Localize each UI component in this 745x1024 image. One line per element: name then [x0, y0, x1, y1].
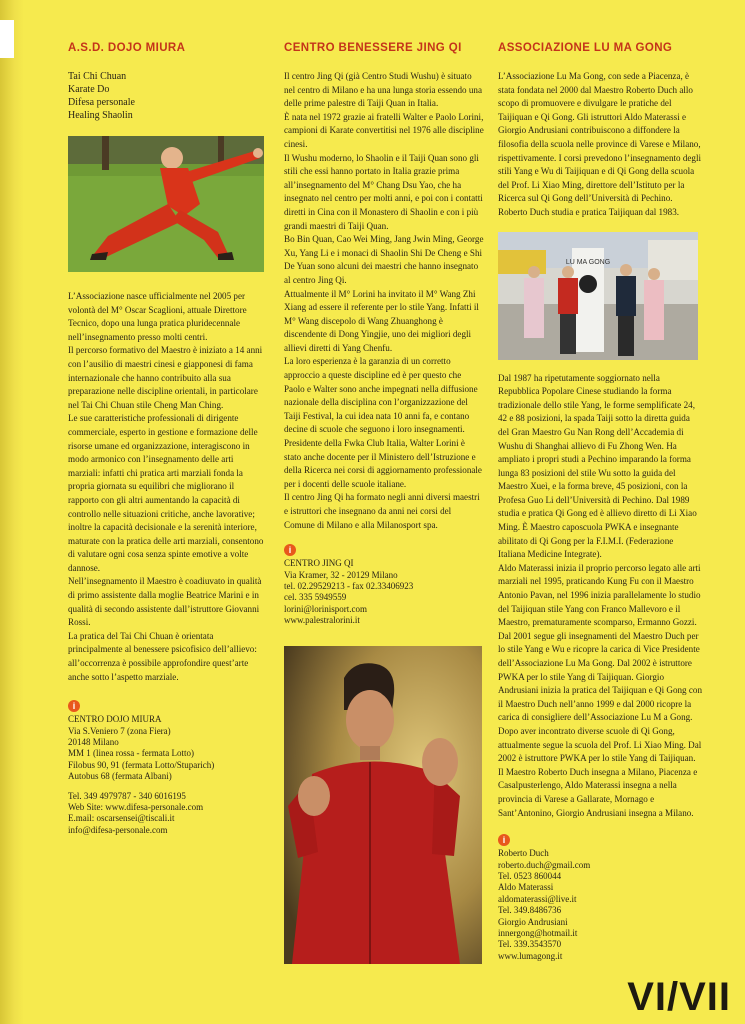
paragraph: Il Wushu moderno, lo Shaolin e il Taiji Quan sono gli stili che essi hanno portato in Italia grazie prima all’insegnamento del M° Chang Dsu Yao, che ha insegnato nel centro per molti anni, e poi con i contatti diretti in Cina con il Monastero di Shaolin e con i più grandi maestri di Taiji Quan. — [284, 152, 483, 231]
contact-line: tel. 02.29529213 - fax 02.33406923 — [284, 581, 414, 591]
contact-line: Via Kramer, 32 - 20129 Milano — [284, 569, 398, 580]
contact-line: Tel. 339.3543570 — [498, 939, 562, 950]
photo-group-four-masters — [498, 232, 698, 360]
column-lu-ma-gong — [498, 42, 702, 962]
contact-line: Giorgio Andrusiani — [498, 916, 568, 927]
contact-block-lu-ma-gong — [498, 848, 702, 962]
paragraph: È nata nel 1972 grazie ai fratelli Walter e Paolo Lorini, campioni di Karate convertitisi nel 1976 alle discipline cinesi. — [284, 111, 484, 149]
contact-line: Roberto Duch — [498, 848, 549, 859]
contact-line: Via S.Veniero 7 (zona Fiera) — [68, 725, 171, 736]
spacer — [68, 783, 264, 791]
contact-line: 20148 Milano — [68, 737, 119, 748]
paragraph: Il centro Jing Qi ha formato negli anni diversi maestri e istruttori che insegnano da anni nei corsi del Comune di Milano e alla Milanosport spa. — [284, 492, 480, 530]
contact-line: E.mail: oscarsensei@tiscali.it — [68, 813, 175, 824]
section-title-dojo-miura: A.S.D. DOJO MIURA — [68, 42, 186, 54]
discipline-item: Tai Chi Chuan — [68, 71, 127, 82]
contact-line: cel. 335 5949559 — [284, 592, 347, 603]
paragraph: Dal 1987 ha ripetutamente soggiornato nella Repubblica Popolare Cinese studiando la forma tradizionale dello stile Yang, le forme semplificate 24, 42 e 88 posizioni, la spada Taiji sotto la diretta guida del Gran Maestro Gu Nan Rong dell’Accademia di Wushu di Shanghai allievo di Fu Zhong Wen. Ha ampliato i propri studi a Pechino imparando la forma lunga 83 posizioni del stile Wu sotto la guida del Maestro Xueì, e la forma breve, 45 posizioni, con la Profesa Guo Li dell’Università di Pechino. Dal 1989 studia e pratica Qi Gong ed è allievo diretto di Li Xiao Ming. È Maestro caposcuola PWKA e insegnante abilitato di Qi Gong per la F.I.M.I. (Federazione Italiana Medicine Integrate). — [498, 372, 697, 560]
paragraph: Presidente della Fwka Club Italia, Walter Lorini è stato anche docente per il Ministero dell’Istruzione e della Ricerca nei corsi di aggiornamento professionale per i docenti delle scuole italiane. — [284, 438, 482, 489]
paragraph: Il percorso formativo del Maestro è iniziato a 14 anni con l’ausilio di maestri cinesi e giapponesi di fama internazionale che hanno contribuito alla sua preparazione nelle discipline orientali, in particolare nel Tai Chi Chuan stile Cheng Man Ching. — [68, 345, 263, 410]
contact-line: www.palestralorini.it — [284, 615, 360, 626]
paragraph: Aldo Materassi inizia il proprio percorso legato alle arti marziali nel 1995, praticando Kung Fu con il Maestro Antonio Pavan, nel 1996 inizia parallelamente lo studio del Taijiquan stile Yang con Franco Mallevoro e il Maestro, prematuramente scomparso, Ermanno Gozzi. Dal 2001 segue gli insegnamenti del Maestro Duch per lo stile Yang e Wu e ricopre la carica di Vice Presidente dell’Associazione Lu Ma Gong. Dal 2002 è istruttore PWKA per lo stile Yang di Taijiquan. Giorgio Andrusiani inizia la pratica del Taijiquan e Qi Gong con il Maestro Duch nell’anno 1999 e dal 2000 ricopre la carica di consigliere dell’Associazione Lu M a Gong. Dopo aver incontrato diverse scuole di Qi Gong, attualmente segue la scuola del Prof. Li Xiao Ming. Dal 2002 è istruttore PWKA per lo stile Yang di Taijiquan. Il Maestro Roberto Duch insegna a Milano, Piacenza e Casalpusterlengo, Aldo Materassi insegna a nella provincia di Varese a Gallarate, Mornago e Sant’Antonino, Giorgio Andrusiani insegna a Milano. — [498, 562, 702, 818]
contact-line: innergong@hotmail.it — [498, 927, 578, 938]
contact-line: Aldo Materassi — [498, 882, 554, 893]
contact-line: Filobus 90, 91 (fermata Lotto/Stuparich) — [68, 759, 215, 770]
info-icon: i — [498, 834, 510, 846]
discipline-item: Karate Do — [68, 84, 110, 95]
photo-master-red-uniform — [284, 646, 482, 964]
paragraph: Bo Bin Quan, Cao Wei Ming, Jang Jwin Ming, George Xu, Yang Li e i monaci di Shaolin Shi De Cheng e Shi De Yuan sono alcuni dei maestri che hanno insegnato al centro Jing Qi. — [284, 234, 484, 285]
contact-block-jing-qi — [284, 558, 484, 626]
page-number: VI/VII — [627, 975, 731, 1019]
contact-line: www.lumagong.it — [498, 950, 563, 961]
contact-line: Tel. 349 4979787 - 340 6016195 — [68, 790, 186, 801]
corner-mark — [0, 20, 14, 58]
contact-line: Web Site: www.difesa-personale.com — [68, 802, 204, 813]
discipline-item: Healing Shaolin — [68, 110, 133, 121]
paragraph: Nell’insegnamento il Maestro è coadiuvato in qualità di primo assistente dalla moglie Beatrice Marini e in qualità di secondo assistente dall’istruttore Giovanni Rossi. — [68, 576, 262, 628]
page-binding — [0, 0, 24, 1024]
discipline-item: Difesa personale — [68, 97, 135, 108]
paragraph: L’Associazione nasce ufficialmente nel 2005 per volontà del M° Oscar Scaglioni, attuale Direttore Tecnico, dopo una lunga pratica pluridecennale nell’insegnamento presso molti centri. — [68, 291, 247, 342]
section-title-lu-ma-gong: ASSOCIAZIONE LU MA GONG — [498, 42, 673, 54]
paragraph: La pratica del Tai Chi Chuan è orientata principalmente al benessere psicofisico dell’allievo: all’occorrenza è possibile approfondire quest’arte anche sotto l’aspetto marziale. — [68, 630, 257, 682]
contact-line: roberto.duch@gmail.com — [498, 859, 591, 870]
contact-line: CENTRO JING QI — [284, 558, 354, 569]
discipline-list — [68, 70, 264, 122]
paragraph: Il centro Jing Qi (già Centro Studi Wushu) è situato nel centro di Milano e ha una lunga storia essendo una delle prime palestre di Taiji Quan in Italia. — [284, 71, 482, 109]
contact-line: aldomaterassi@live.it — [498, 893, 577, 904]
column-dojo-miura — [68, 42, 264, 836]
photo-tai-chi-master-lawn — [68, 136, 264, 272]
contact-line: info@difesa-personale.com — [68, 824, 168, 835]
contact-line: Autobus 68 (fermata Albani) — [68, 771, 172, 782]
contact-line: Tel. 0523 860044 — [498, 870, 562, 881]
contact-block-dojo-miura — [68, 714, 264, 836]
sign-text: LU MA GONG — [565, 258, 611, 266]
column-jing-qi — [284, 42, 484, 627]
contact-line: Tel. 349.8486736 — [498, 905, 562, 916]
paragraph: La loro esperienza è la garanzia di un corretto approccio a queste discipline ed è per questo che Paolo e Walter sono anche impegnati nella diffusione nazionale della disciplina con l’organizzazione del Taiji Festival, la cui idea nata 10 anni fa, e contano decine di scuole che seguono i loro insegnamenti. — [284, 356, 478, 435]
paragraph: Attualmente il M° Lorini ha invitato il M° Wang Zhi Xiang ad essere il referente per lo stile Yang. Infatti il M° Wang discepolo di Wang Zhuanghong è discendente di Dong Yingjie, uno dei migliori degli allievi diretti di Yang Chenfu. — [284, 288, 479, 353]
contact-line: MM 1 (linea rossa - fermata Lotto) — [68, 748, 194, 759]
contact-line: lorini@lorinisport.com — [284, 603, 368, 614]
paragraph: Le sue caratteristiche professionali di dirigente commerciale, esperto in gestione e formazione delle risorse umane ed organizzazione, interagiscono in modo armonico con l’insegnamento delle arti marziali: infatti chi pratica arti marziali fonda la propria giornata su equilibri che migliorano il rapporto con gli altri aumentando la capacità di controllo nelle situazioni critiche, anche lavorative; inoltre la capacità decisionale e la serenità interiore, maturate con la pratica delle arti marziali, consentono di valutare ogni cosa senza spinte emotive a volte dannose. — [68, 413, 264, 573]
info-icon: i — [68, 700, 80, 712]
section-title-jing-qi: CENTRO BENESSERE JING QI — [284, 42, 462, 54]
paragraph: L’Associazione Lu Ma Gong, con sede a Piacenza, è stata fondata nel 2000 dal Maestro Roberto Duch allo scopo di promuovere e divulgare le pratiche del Taijiquan e Qi Gong. Gli istruttori Aldo Materassi e Giorgio Andrusiani contribuiscono a diffondere la filosofia della scuola nelle province di Varese e Milano, rispettivamente. I corsi prevedono l’insegnamento degli stili Yang e Wu di Taijiquan e di Qi Gong della scuola del Prof. Li Xiao Ming, direttore dell’Istituto per la Ricerca sul Qi Gong dell’Università di Pechino. Roberto Duch studia e pratica Taijiquan dal 1983. — [498, 71, 702, 217]
info-icon: i — [284, 544, 296, 556]
contact-line: CENTRO DOJO MIURA — [68, 714, 162, 725]
